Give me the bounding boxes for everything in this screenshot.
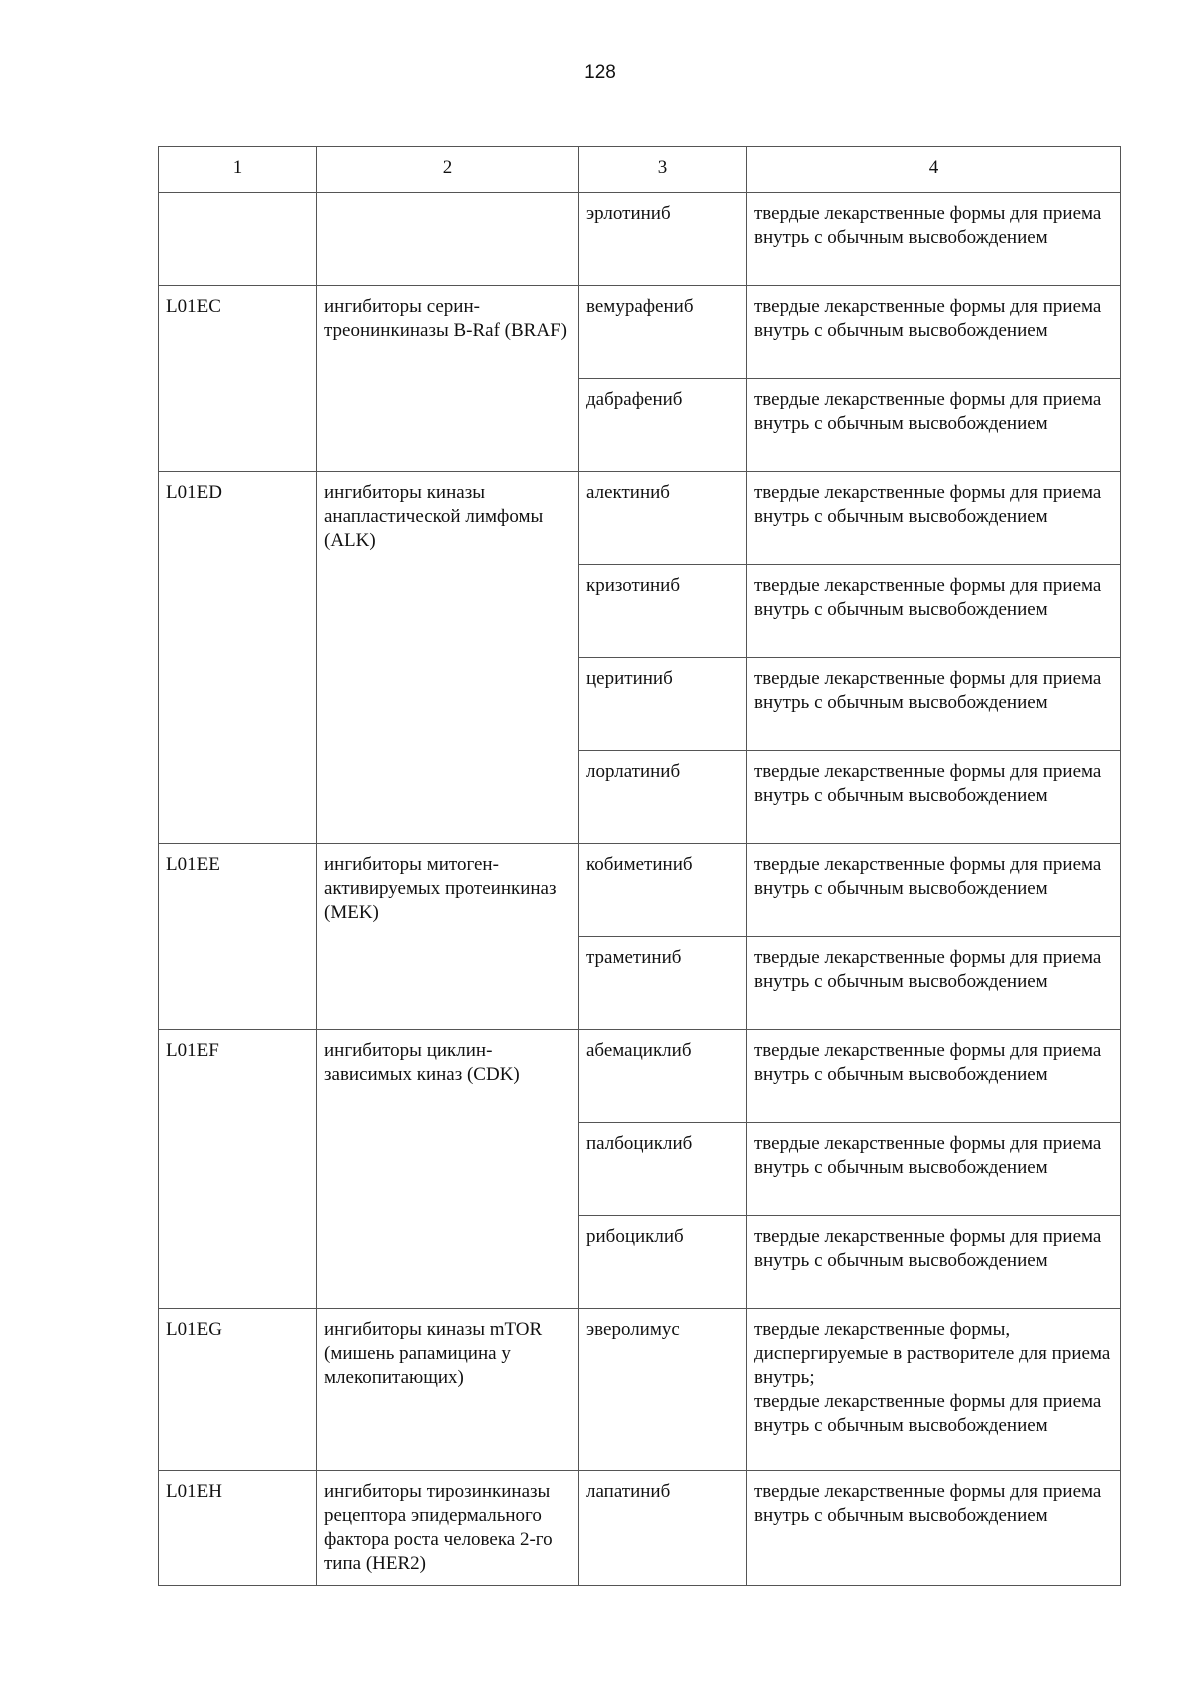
form-cell: твердые лекарственные формы для приема внутрь с обычным высвобождением — [747, 844, 1121, 937]
form-cell: твердые лекарственные формы для приема внутрь с обычным высвобождением — [747, 379, 1121, 472]
page-number: 128 — [584, 62, 616, 83]
drug-cell: траметиниб — [579, 937, 747, 1030]
drug-cell: лорлатиниб — [579, 751, 747, 844]
code-cell: L01EE — [159, 844, 317, 1030]
drug-cell: алектиниб — [579, 472, 747, 565]
drug-table — [158, 146, 1121, 1586]
drug-cell: дабрафениб — [579, 379, 747, 472]
code-cell: L01EC — [159, 286, 317, 472]
table-row — [159, 1030, 1121, 1123]
header-col-2: 2 — [317, 147, 579, 193]
table-row — [159, 286, 1121, 379]
form-cell: твердые лекарственные формы для приема внутрь с обычным высвобождением — [747, 658, 1121, 751]
form-cell: твердые лекарственные формы, диспергируемые в растворителе для приема внутрь; твердые лекарственные формы для приема внутрь с обычным высвобождением — [747, 1309, 1121, 1471]
form-cell: твердые лекарственные формы для приема внутрь с обычным высвобождением — [747, 937, 1121, 1030]
table-header — [159, 147, 1121, 193]
group-name-cell: ингибиторы циклин-зависимых киназ (CDK) — [317, 1030, 579, 1309]
drug-cell: эверолимус — [579, 1309, 747, 1471]
form-cell: твердые лекарственные формы для приема внутрь с обычным высвобождением — [747, 1216, 1121, 1309]
form-cell: твердые лекарственные формы для приема внутрь с обычным высвобождением — [747, 1471, 1121, 1586]
form-cell: твердые лекарственные формы для приема внутрь с обычным высвобождением — [747, 1030, 1121, 1123]
code-cell: L01EF — [159, 1030, 317, 1309]
header-col-4: 4 — [747, 147, 1121, 193]
form-cell: твердые лекарственные формы для приема внутрь с обычным высвобождением — [747, 565, 1121, 658]
form-cell: твердые лекарственные формы для приема внутрь с обычным высвобождением — [747, 1123, 1121, 1216]
drug-cell: рибоциклиб — [579, 1216, 747, 1309]
code-cell: L01ED — [159, 472, 317, 844]
header-col-1: 1 — [159, 147, 317, 193]
group-name-cell: ингибиторы киназы анапластической лимфомы (ALK) — [317, 472, 579, 844]
group-name-cell — [317, 193, 579, 286]
header-col-3: 3 — [579, 147, 747, 193]
drug-cell: палбоциклиб — [579, 1123, 747, 1216]
drug-cell: абемациклиб — [579, 1030, 747, 1123]
drug-cell: церитиниб — [579, 658, 747, 751]
group-name-cell: ингибиторы серин-треонинкиназы B-Raf (BRAF) — [317, 286, 579, 472]
drug-cell: кобиметиниб — [579, 844, 747, 937]
table-row — [159, 1471, 1121, 1586]
group-name-cell: ингибиторы тирозинкиназы рецептора эпидермального фактора роста человека 2-го типа (HER2) — [317, 1471, 579, 1586]
table-body — [159, 193, 1121, 1586]
drug-cell: вемурафениб — [579, 286, 747, 379]
drug-cell: кризотиниб — [579, 565, 747, 658]
code-cell: L01EG — [159, 1309, 317, 1471]
table-row — [159, 472, 1121, 565]
code-cell: L01EH — [159, 1471, 317, 1586]
drug-cell: эрлотиниб — [579, 193, 747, 286]
group-name-cell: ингибиторы митоген-активируемых протеинкиназ (MEK) — [317, 844, 579, 1030]
form-cell: твердые лекарственные формы для приема внутрь с обычным высвобождением — [747, 286, 1121, 379]
drug-cell: лапатиниб — [579, 1471, 747, 1586]
form-cell: твердые лекарственные формы для приема внутрь с обычным высвобождением — [747, 751, 1121, 844]
group-name-cell: ингибиторы киназы mTOR (мишень рапамицина у млекопитающих) — [317, 1309, 579, 1471]
table-row — [159, 844, 1121, 937]
table-row — [159, 1309, 1121, 1471]
form-cell: твердые лекарственные формы для приема внутрь с обычным высвобождением — [747, 472, 1121, 565]
table-row — [159, 193, 1121, 286]
form-cell: твердые лекарственные формы для приема внутрь с обычным высвобождением — [747, 193, 1121, 286]
code-cell — [159, 193, 317, 286]
